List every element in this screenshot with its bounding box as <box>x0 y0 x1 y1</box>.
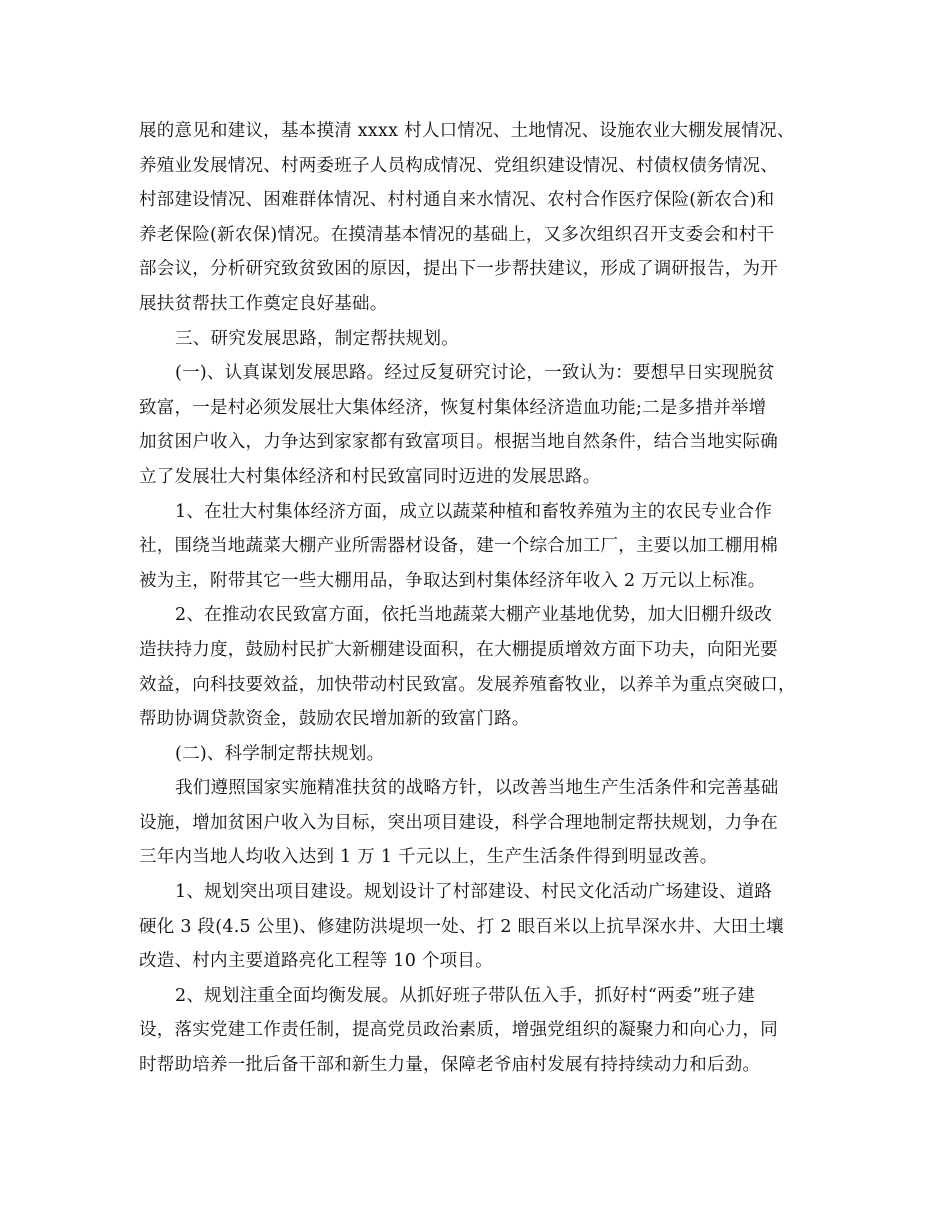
text-line: 致富，一是村必须发展壮大集体经济，恢复村集体经济造血功能;二是多措并举增 <box>139 397 767 418</box>
text-line: 立了发展壮大村集体经济和村民致富同时迈进的发展思路。 <box>139 466 601 487</box>
text-line: 造扶持力度，鼓励村民扩大新棚建设面积，在大棚提质增效方面下功夫，向阳光要 <box>139 639 778 660</box>
paragraph-first-line: (一)、认真谋划发展思路。经过反复研究讨论，一致认为：要想早日实现脱贫 <box>175 363 775 384</box>
text-line: 三年内当地人均收入达到 1 万 1 千元以上，生产生活条件得到明显改善。 <box>139 847 718 868</box>
text-line: 社，围绕当地蔬菜大棚产业所需器材设备，建一个综合加工厂，主要以加工棚用棉 <box>139 536 778 557</box>
text-line: 养老保险(新农保)情况。在摸清基本情况的基础上，又多次组织召开支委会和村干 <box>139 224 775 245</box>
text-line: 展扶贫帮扶工作奠定良好基础。 <box>139 293 388 314</box>
text-line: 村部建设情况、困难群体情况、村村通自来水情况、农村合作医疗保险(新农合)和 <box>139 190 775 211</box>
text-line: 改造、村内主要道路亮化工程等 10 个项目。 <box>139 951 493 972</box>
text-line: 养殖业发展情况、村两委班子人员构成情况、党组织建设情况、村债权债务情况、 <box>139 155 778 176</box>
text-line: 加贫困户收入，力争达到家家都有致富项目。根据当地自然条件，结合当地实际确 <box>139 432 778 453</box>
text-line: 部会议，分析研究致贫致困的原因，提出下一步帮扶建议，形成了调研报告，为开 <box>139 259 778 280</box>
paragraph-first-line: 1、规划突出项目建设。规划设计了村部建设、村民文化活动广场建设、道路 <box>175 882 773 903</box>
paragraph-first-line: (二)、科学制定帮扶规划。 <box>175 743 385 764</box>
paragraph-first-line: 1、在壮大村集体经济方面，成立以蔬菜种植和畜牧养殖为主的农民专业合作 <box>175 501 773 522</box>
paragraph-first-line: 2、在推动农民致富方面，依托当地蔬菜大棚产业基地优势，加大旧棚升级改 <box>175 605 773 626</box>
text-line: 设施，增加贫困户收入为目标，突出项目建设，科学合理地制定帮扶规划，力争在 <box>139 812 778 833</box>
text-line: 时帮助培养一批后备干部和新生力量，保障老爷庙村发展有持持续动力和后劲。 <box>139 1055 761 1076</box>
text-line: 效益，向科技要效益，加快带动村民致富。发展养殖畜牧业，以养羊为重点突破口， <box>139 674 796 695</box>
document-body <box>139 114 829 1083</box>
text-line: 展的意见和建议，基本摸清 xxxx 村人口情况、土地情况、设施农业大棚发展情况、 <box>139 121 795 141</box>
text-line: 帮助协调贷款资金，鼓励农民增加新的致富门路。 <box>139 709 530 730</box>
text-line: 被为主，附带其它一些大棚用品，争取达到村集体经济年收入 2 万元以上标准。 <box>139 570 766 591</box>
paragraph-first-line: 三、研究发展思路，制定帮扶规划。 <box>175 328 459 349</box>
paragraph-first-line: 2、规划注重全面均衡发展。从抓好班子带队伍入手，抓好村“两委”班子建 <box>175 985 756 1006</box>
text-line: 设，落实党建工作责任制，提高党员政治素质，增强党组织的凝聚力和向心力，同 <box>139 1020 778 1041</box>
paragraph-first-line: 我们遵照国家实施精准扶贫的战略方针，以改善当地生产生活条件和完善基础 <box>175 778 779 799</box>
text-line: 硬化 3 段(4.5 公里)、修建防洪堤坝一处、打 2 眼百米以上抗旱深水井、大田土壤 <box>139 916 784 937</box>
